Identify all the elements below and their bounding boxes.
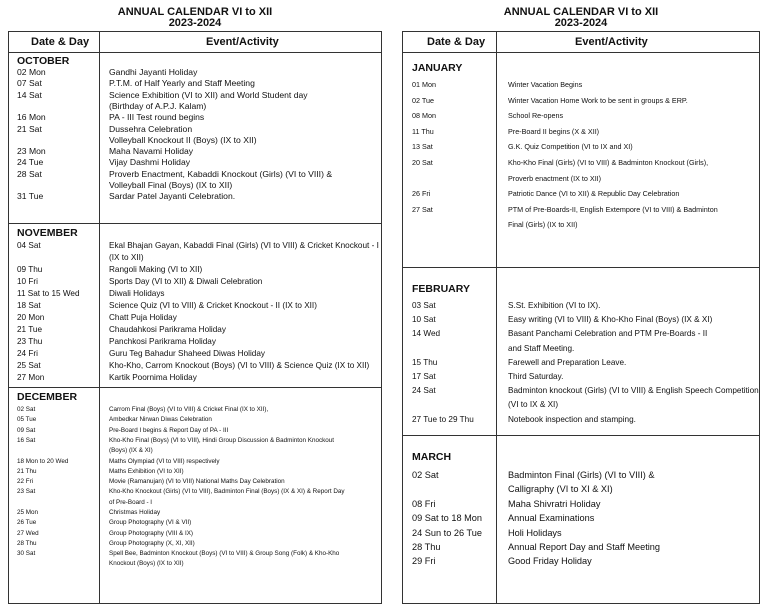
event-line: Group Photography (VI & VII) [109, 519, 192, 527]
event-description [109, 436, 334, 457]
event-line: Badminton Final (Girls) (VI to VIII) & [508, 470, 655, 480]
event-date: 03 Sat [412, 301, 436, 310]
event-description [508, 139, 633, 155]
event-description [508, 299, 600, 313]
event-line: PA - III Test round begins [109, 112, 205, 123]
left-title: ANNUAL CALENDAR VI to XII [117, 6, 273, 18]
event-description [109, 264, 202, 276]
event-line: Kho-Kho Knockout (Girls) (VI to VIII), Badminton Final (Boys) (IX & XI) & Report Day [109, 488, 345, 496]
right-year: 2023-2024 [554, 17, 608, 29]
event-date: 14 Wed [412, 329, 441, 339]
event-line: Chatt Puja Holiday [109, 313, 177, 322]
left-calendar-panel [8, 0, 382, 568]
event-description [508, 370, 563, 384]
event-description [508, 202, 718, 233]
event-date: 24 Sat [412, 386, 436, 396]
event-date: 11 Sat to 15 Wed [17, 289, 80, 298]
event-line: Notebook inspection and stamping. [508, 414, 636, 424]
event-date: 26 Tue [17, 519, 37, 527]
event-date: 11 Thu [412, 126, 434, 136]
event-date: 28 Thu [412, 542, 441, 552]
event-date: 16 Mon [17, 112, 46, 123]
event-description [109, 360, 369, 372]
event-date: 08 Mon [412, 111, 436, 121]
event-description [109, 336, 216, 348]
left-calendar-table [8, 31, 382, 604]
event-line: Rangoli Making (VI to XII) [109, 265, 203, 274]
event-line: Sports Day (VI to XII) & Diwali Celebration [109, 277, 263, 286]
event-date: 23 Thu [17, 337, 43, 346]
left-section-november [9, 223, 381, 388]
event-line: Volleyball Knockout II (Boys) (IX to XII) [109, 134, 257, 145]
event-description [508, 155, 708, 186]
right-calendar-panel [402, 0, 760, 567]
event-description [109, 467, 184, 477]
event-line: Annual Examinations [508, 513, 595, 524]
event-description [109, 276, 262, 288]
event-description [508, 497, 600, 511]
month-heading: MARCH [412, 451, 452, 463]
left-table-header [9, 32, 381, 53]
event-description [109, 312, 177, 324]
event-line: Patriotic Dance (VI to XII) & Republic Day Celebration [508, 189, 680, 199]
event-description [109, 518, 191, 528]
event-date: 22 Fri [17, 478, 34, 486]
event-line: Science Quiz (VI to VIII) & Cricket Knockout - II (IX to XII) [109, 301, 317, 310]
event-description [508, 108, 563, 124]
event-line: Spell Bee, Badminton Knockout (Boys) (VI to VIII) & Group Song (Folk) & Kho-Kho [109, 550, 340, 558]
event-date: 09 Sat [17, 426, 36, 434]
event-description [508, 186, 679, 202]
month-heading: JANUARY [412, 62, 463, 74]
event-description [109, 348, 265, 360]
right-table-header [403, 32, 759, 53]
event-line: Winter Vacation Begins [508, 80, 583, 89]
event-description [109, 549, 339, 570]
event-date: 09 Sat to 18 Mon [412, 513, 482, 524]
event-description [508, 313, 712, 327]
event-line: and Staff Meeting. [508, 343, 575, 353]
month-heading: DECEMBER [17, 391, 78, 403]
month-heading: NOVEMBER [17, 227, 78, 239]
event-line: Science Exhibition (VI to XII) and World Student day [109, 89, 308, 100]
event-description [508, 540, 660, 554]
event-line: Farewell and Preparation Leave. [508, 357, 627, 367]
event-date: 28 Sat [17, 168, 42, 179]
event-line: Maths Olympiad (VI to VIII) respectively [109, 457, 220, 465]
event-line: Chaudahkosi Parikrama Holiday [109, 325, 226, 334]
event-line: Dussehra Celebration [109, 123, 193, 134]
event-description [109, 157, 190, 168]
event-line: Pre-Board I begins & Report Day of PA - III [109, 426, 229, 434]
event-date: 02 Sat [412, 470, 439, 480]
event-line: (Boys) (IX & XI) [109, 447, 153, 455]
event-line: Maha Shivratri Holiday [508, 498, 601, 509]
event-description [508, 511, 594, 525]
event-date: 20 Sat [412, 158, 433, 167]
event-description [508, 526, 562, 540]
event-date: 05 Tue [17, 416, 37, 424]
event-description [109, 78, 255, 89]
event-description [109, 415, 212, 425]
event-line: Christmas Holiday [109, 509, 161, 516]
event-line: Maha Navami Holiday [109, 146, 194, 157]
event-description [109, 124, 257, 147]
event-line: Kho-Kho Final (Boys) (VI to VIII), Hindi Group Discussion & Badminton Knockout [109, 436, 335, 444]
event-line: G.K. Quiz Competition (VI to IX and XI) [508, 142, 633, 152]
event-line: Proverb enactment (IX to XII) [508, 173, 602, 183]
event-date: 30 Sat [17, 550, 36, 558]
event-date: 27 Sat [412, 204, 433, 214]
event-line: Gandhi Jayanti Holiday [109, 67, 198, 77]
event-line: Easy writing (VI to VIII) & Kho-Kho Final (Boys) (IX & XI) [508, 315, 713, 325]
right-calendar-table [402, 31, 760, 604]
event-date: 21 Thu [17, 467, 37, 475]
event-line: Ekal Bhajan Gayan, Kabaddi Final (Girls) (VI to VIII) & Cricket Knockout - I [109, 241, 379, 250]
event-description [508, 124, 599, 140]
event-date: 20 Mon [17, 313, 45, 322]
event-date: 24 Fri [17, 349, 38, 358]
event-description [109, 90, 308, 113]
right-section-march [403, 435, 759, 606]
month-heading: OCTOBER [17, 55, 70, 67]
event-line: Holi Holidays [508, 527, 562, 538]
event-description [508, 356, 626, 370]
event-line: Movie (Ramanujan) (VI to VIII) National Maths Day Celebration [109, 478, 285, 486]
event-description [109, 288, 165, 300]
right-title-block [402, 7, 760, 29]
event-line: Sardar Patel Jayanti Celebration. [109, 191, 236, 202]
event-line: Winter Vacation Home Work to be sent in groups & ERP. [508, 95, 688, 105]
event-description [109, 67, 197, 78]
event-date: 25 Sat [17, 361, 41, 370]
event-date: 15 Thu [412, 357, 438, 367]
event-description [508, 468, 655, 497]
event-date: 01 Mon [412, 80, 436, 89]
event-description [109, 191, 235, 202]
event-date: 02 Mon [17, 67, 46, 77]
event-line: Panchkosi Parikrama Holiday [109, 337, 216, 346]
event-line: Group Photography (X, XI, XII) [109, 539, 195, 547]
event-line: Third Saturday. [508, 372, 564, 381]
event-date: 21 Sat [17, 123, 42, 134]
event-line: Volleyball Final (Boys) (IX to XII) [109, 179, 233, 190]
event-description [109, 426, 228, 436]
event-description [109, 300, 317, 312]
event-date: 14 Sat [17, 89, 42, 100]
event-description [109, 487, 345, 508]
event-line: (Birthday of A.P.J. Kalam) [109, 100, 207, 111]
event-line: Kartik Poornima Holiday [109, 373, 197, 382]
event-description [508, 327, 707, 355]
event-line: PTM of Pre-Boards-II, English Extempore (VI to VIII) & Badminton [508, 204, 718, 214]
event-line: Kho-Kho, Carrom Knockout (Boys) (VI to VIII) & Science Quiz (IX to XII) [109, 361, 370, 370]
right-section-february [403, 267, 759, 436]
event-line: Diwali Holidays [109, 289, 165, 298]
event-description [109, 372, 197, 384]
event-description [109, 169, 332, 192]
event-date: 28 Thu [17, 539, 37, 547]
event-date: 31 Tue [17, 191, 44, 202]
event-line: Carrom Final (Boys) (VI to VIII) & Cricket Final (IX to XII), [109, 406, 269, 413]
event-date: 10 Fri [17, 277, 38, 286]
event-line: Basant Panchami Celebration and PTM Pre-Boards - II [508, 329, 708, 339]
event-line: Proverb Enactment, Kabaddi Knockout (Girls) (VI to VIII) & [109, 168, 333, 179]
event-date: 07 Sat [17, 78, 42, 89]
month-heading: FEBRUARY [412, 283, 470, 295]
event-line: Guru Teg Bahadur Shaheed Diwas Holiday [109, 349, 265, 358]
event-line: of Pre-Board - I [109, 498, 153, 506]
event-line: Final (Girls) (IX to XII) [508, 220, 578, 230]
event-line: Kho-Kho Final (Girls) (VI to VIII) & Badminton Knockout (Girls), [508, 158, 709, 167]
event-line: Pre-Board II begins (X & XII) [508, 126, 600, 136]
event-date: 27 Mon [17, 373, 45, 382]
event-date: 08 Fri [412, 498, 436, 509]
event-date: 02 Sat [17, 406, 36, 413]
event-line: Vijay Dashmi Holiday [109, 157, 191, 168]
event-description [109, 529, 193, 539]
event-date: 25 Mon [17, 509, 39, 516]
event-description [508, 554, 592, 568]
event-description [109, 146, 193, 157]
event-date: 27 Tue to 29 Thu [412, 414, 474, 424]
event-line: (VI to IX & XI) [508, 400, 559, 410]
event-date: 02 Tue [412, 95, 434, 105]
event-description [109, 539, 195, 549]
event-description [109, 477, 285, 487]
event-line: Good Friday Holiday [508, 556, 592, 567]
event-date: 27 Wed [17, 529, 39, 537]
right-date-header: Date & Day [427, 36, 486, 48]
event-description [109, 508, 160, 518]
event-description [508, 77, 582, 93]
event-date: 04 Sat [17, 241, 41, 250]
event-description [109, 112, 204, 123]
event-line: Badminton knockout (Girls) (VI to VIII) & English Speech Competition [508, 386, 759, 396]
event-date: 17 Sat [412, 372, 436, 381]
left-section-december [9, 387, 381, 606]
event-line: Maths Exhibition (VI to XII) [109, 467, 184, 475]
event-description [109, 457, 220, 467]
event-date: 26 Fri [412, 189, 431, 199]
event-date: 23 Sat [17, 488, 36, 496]
event-line: (IX to XII) [109, 253, 144, 262]
event-line: S.St. Exhibition (VI to IX). [508, 301, 601, 310]
event-line: Knockout (Boys) (IX to XII) [109, 560, 184, 568]
right-title: ANNUAL CALENDAR VI to XII [503, 6, 659, 18]
event-description [109, 405, 268, 415]
event-date: 09 Thu [17, 265, 43, 274]
left-year: 2023-2024 [168, 17, 222, 29]
event-date: 10 Sat [412, 315, 436, 325]
event-description [109, 324, 226, 336]
event-description [109, 240, 379, 264]
event-line: Ambedkar Nirwan Diwas Celebration [109, 416, 212, 424]
event-line: Calligraphy (VI to XI & XI) [508, 484, 613, 495]
event-line: P.T.M. of Half Yearly and Staff Meeting [109, 78, 255, 89]
right-section-january [403, 52, 759, 267]
left-section-october [9, 52, 381, 223]
event-description [508, 384, 759, 412]
event-line: Group Photography (VIII & IX) [109, 529, 193, 537]
event-date: 16 Sat [17, 436, 36, 444]
left-title-block [8, 7, 382, 29]
event-line: School Re-opens [508, 111, 564, 121]
event-date: 24 Tue [17, 157, 44, 168]
event-line: Annual Report Day and Staff Meeting [508, 542, 661, 552]
event-date: 29 Fri [412, 556, 436, 567]
event-description [508, 413, 636, 427]
left-event-header: Event/Activity [206, 36, 279, 48]
event-date: 21 Tue [17, 325, 43, 334]
event-date: 18 Mon to 20 Wed [17, 457, 69, 465]
event-date: 24 Sun to 26 Tue [412, 527, 482, 538]
event-date: 13 Sat [412, 142, 433, 152]
event-date: 18 Sat [17, 301, 41, 310]
left-date-header: Date & Day [31, 36, 90, 48]
event-description [508, 93, 688, 109]
right-event-header: Event/Activity [575, 36, 648, 48]
event-date: 23 Mon [17, 146, 46, 157]
